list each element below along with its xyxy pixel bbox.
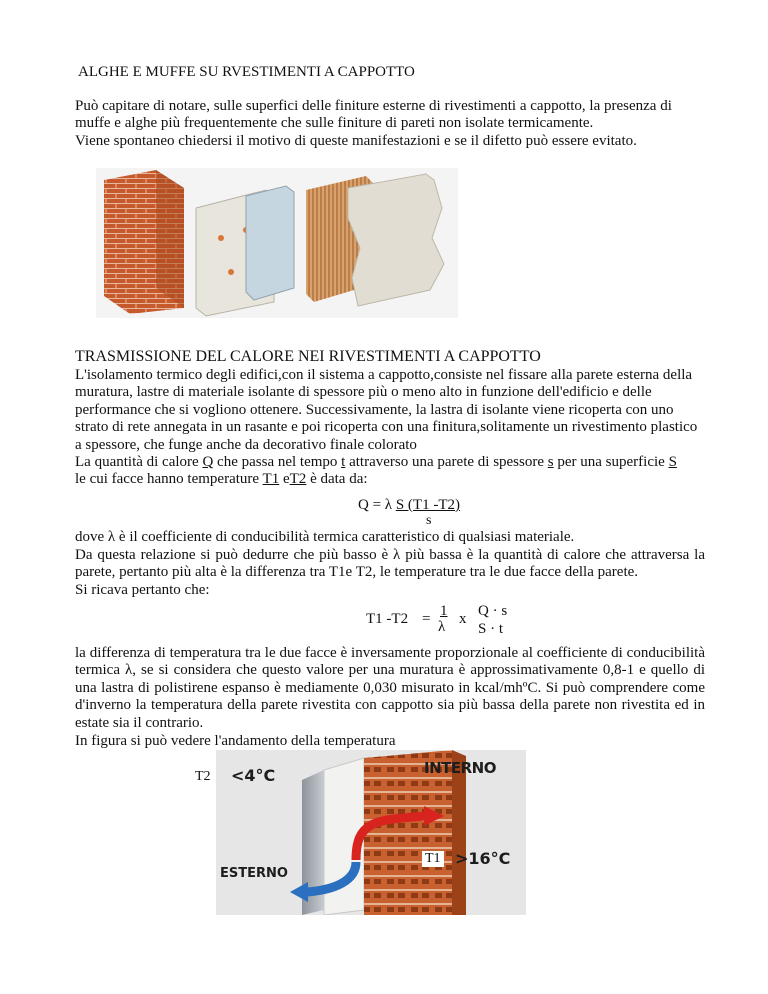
text-run: La quantità di calore [75,454,203,470]
t2-label: T2 [192,769,214,785]
formula-heat [358,497,460,514]
var-t1: T1 [262,471,280,488]
t1-value: >16°C [455,849,511,868]
lambda-definition: dove λ è il coefficiente di conducibilità termica caratteristico di qualsiasi materiale. [75,529,575,545]
var-q: Q [202,454,214,470]
formula2-frac2-den: S · t [478,621,504,637]
text-run: e [279,471,290,488]
section-title: TRASMISSIONE DEL CALORE NEI RIVESTIMENTI A CAPPOTTO [75,348,541,365]
derivation-intro: Si ricava pertanto che: [75,582,210,598]
formula2-times: x [459,611,467,627]
text-run: è data da: [306,471,368,488]
formula2-frac1-den: λ [438,619,446,635]
explanation-paragraph: la differenza di temperatura tra le due facce è inversamente proporzionale al coefficiente di conducibilità termica λ, se si considera che questo valore per una muratura è approssimativamente 0,8-1 e quello di una lastra di polistirene espanso è mediamente 0,030 misurato in kcal/mhºC. Si può comprendere come d'inverno la temperatura della parete rivestita con cappotto sia più bassa della parete non rivestita ed in estate sia il contrario. [75,645,705,731]
formula-lhs: Q = λ [358,497,396,513]
text-run: per una superficie [553,454,669,470]
intro-question: Viene spontaneo chiedersi il motivo di queste manifestazioni e se il difetto può essere evitato. [75,133,637,149]
t2-value: <4°C [231,766,276,785]
formula2-frac1-num [440,603,448,620]
formula2-frac2-num: Q · s [478,603,508,619]
formula2-lhs: T1 -T2 [366,611,409,627]
var-t2: T2 [289,471,307,488]
var-surface: S [668,454,677,470]
formula-numerator: S (T1 -T2) [395,497,460,513]
exterior-label: ESTERNO [220,866,288,881]
interior-label: INTERNO [424,759,496,777]
heat-definition [75,454,705,489]
var-s: s [547,454,554,470]
formula-denominator: s [426,513,432,528]
figure-caption: In figura si può vedere l'andamento della temperatura [75,733,396,749]
t1-label: T1 [422,851,444,867]
section-title: ALGHE E MUFFE SU RVESTIMENTI A CAPPOTTO [78,64,415,80]
intro-paragraph: Può capitare di notare, sulle superfici delle finiture esterne di rivestimenti a cappotto, la presenza di muffe e alghe più frequentemente che sulle finiture di pareti non isolate termicamente. [75,98,672,132]
body-paragraph: L'isolamento termico degli edifici,con il sistema a cappotto,consiste nel fissare alla parete esterna della muratura, lastre di materiale isolante di spessore più o meno alto in funzione dell'edificio e delle performance che si vogliono ottenere. Successivamente, la lastra di isolante viene ricoperta con uno strato di rete annegata in un rasante e poi ricoperta con una finitura,solitamente un rivestimento plastico a spessore, che funge anche da decorativo finale colorato [75,367,698,453]
text-run: che passa nel tempo [213,454,342,470]
formula2-equals: = [422,611,431,627]
text-run: attraverso una parete di spessore [345,454,548,470]
wall-layers-figure [96,168,458,318]
formula2-one: 1 [440,603,448,619]
deduction-paragraph: Da questa relazione si può dedurre che più basso è λ più bassa è la quantità di calore che attraversa la parete, pertanto più alta è la differenza tra T1e T2, le temperature tra le due facce della parete. [75,547,705,581]
wall-layers-image [96,168,458,318]
var-t: t [341,454,346,470]
text-run: le cui facce hanno temperature [75,471,263,488]
